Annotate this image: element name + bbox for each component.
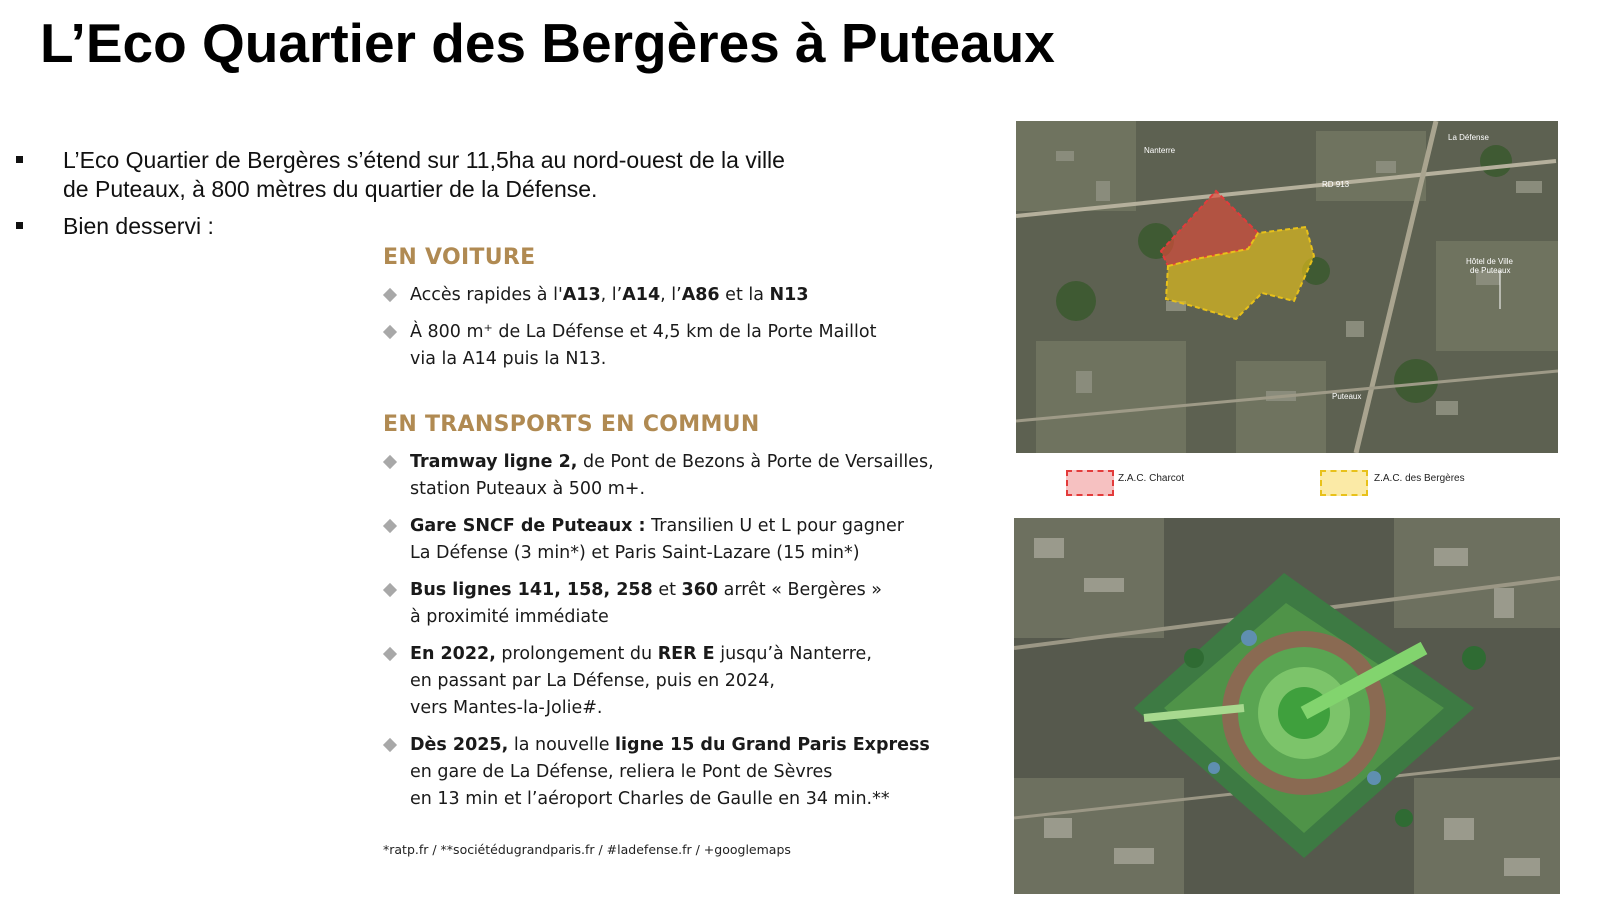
aerial-project-plan — [1014, 518, 1560, 894]
item-text: La Défense (3 min*) et Paris Saint-Lazare (15 min*) — [410, 543, 860, 563]
diamond-bullet-icon — [383, 647, 397, 661]
item-bold-text: Dès 2025, — [410, 735, 509, 755]
list-item — [383, 732, 943, 813]
transit-list — [383, 449, 943, 813]
item-text: vers Mantes-la-Jolie#. — [410, 698, 603, 718]
square-bullet-icon — [16, 156, 23, 163]
car-section-heading: EN VOITURE — [383, 245, 536, 270]
item-bold-text: A13 — [562, 285, 601, 305]
list-item — [383, 513, 943, 567]
item-bold-text: A14 — [622, 285, 661, 305]
bullet-item-access — [16, 212, 896, 241]
map-label-hotel-de-ville: Hôtel de Ville — [1466, 257, 1513, 266]
diamond-bullet-icon — [383, 455, 397, 469]
item-text: et — [652, 580, 682, 600]
map-label-nanterre: Nanterre — [1144, 146, 1176, 155]
item-bold-text: 360 — [681, 580, 719, 600]
page-title: L’Eco Quartier des Bergères à Puteaux — [40, 12, 1055, 74]
diamond-bullet-icon — [383, 583, 397, 597]
car-access-list — [383, 282, 943, 373]
item-text: via la A14 puis la N13. — [410, 349, 607, 369]
legend-label: Z.A.C. des Bergères — [1374, 473, 1465, 484]
legend-swatch-red — [1066, 470, 1114, 496]
item-bold-text: Bus lignes 141, 158, 258 — [410, 580, 653, 600]
item-text: prolongement du — [495, 644, 658, 664]
item-text: en passant par La Défense, puis en 2024, — [410, 671, 775, 691]
list-item — [383, 577, 943, 631]
aerial-map-zac — [1016, 121, 1558, 453]
item-text: jusqu’à Nanterre, — [714, 644, 872, 664]
item-text: et la — [719, 285, 770, 305]
intro-bullets — [16, 146, 896, 249]
item-bold-text: A86 — [681, 285, 720, 305]
diamond-bullet-icon — [383, 325, 397, 339]
item-bold-text: N13 — [769, 285, 809, 305]
list-item — [383, 449, 943, 503]
bullet-text-line2: de Puteaux, à 800 mètres du quartier de la Défense. — [63, 176, 598, 202]
map-label-puteaux: Puteaux — [1332, 392, 1362, 401]
item-text: à proximité immédiate — [410, 607, 609, 627]
item-bold-text: ligne 15 du Grand Paris Express — [615, 735, 930, 755]
item-text: À 800 m⁺ de La Défense et 4,5 km de la Porte Maillot — [410, 322, 877, 342]
item-text: en gare de La Défense, reliera le Pont de Sèvres — [410, 762, 833, 782]
item-text: de Pont de Bezons à Porte de Versailles, — [577, 452, 934, 472]
map-label-hotel-de-ville-2: de Puteaux — [1470, 266, 1511, 275]
list-item — [383, 282, 943, 309]
map-label-la-defense: La Défense — [1448, 133, 1489, 142]
source-note: *ratp.fr / **sociétédugrandparis.fr / #ladefense.fr / +googlemaps — [383, 842, 791, 857]
item-bold-text: Gare SNCF de Puteaux : — [410, 516, 646, 536]
item-bold-text: Tramway ligne 2, — [410, 452, 578, 472]
item-text: , l’ — [660, 285, 682, 305]
item-bold-text: En 2022, — [410, 644, 496, 664]
item-text: Transilien U et L pour gagner — [645, 516, 904, 536]
diamond-bullet-icon — [383, 519, 397, 533]
bullet-text-line1: Bien desservi : — [63, 213, 214, 239]
car-access-section — [383, 245, 943, 383]
transit-section-heading: EN TRANSPORTS EN COMMUN — [383, 412, 760, 437]
item-text: arrêt « Bergères » — [718, 580, 882, 600]
item-text: en 13 min et l’aéroport Charles de Gaulle en 34 min.** — [410, 789, 890, 809]
diamond-bullet-icon — [383, 738, 397, 752]
map-label-rd913: RD 913 — [1322, 180, 1350, 189]
item-text: station Puteaux à 500 m+. — [410, 479, 646, 499]
list-item — [383, 641, 943, 722]
legend-swatch-yellow — [1320, 470, 1368, 496]
item-text: la nouvelle — [508, 735, 616, 755]
list-item — [383, 319, 943, 373]
transit-section — [383, 412, 943, 823]
diamond-bullet-icon — [383, 288, 397, 302]
bullet-text-line1: L’Eco Quartier de Bergères s’étend sur 11,5ha au nord-ouest de la ville — [63, 147, 785, 173]
item-bold-text: RER E — [657, 644, 715, 664]
item-text: , l’ — [600, 285, 623, 305]
square-bullet-icon — [16, 222, 23, 229]
item-text: Accès rapides à l' — [410, 285, 563, 305]
legend-label: Z.A.C. Charcot — [1118, 473, 1185, 484]
bullet-item-location — [16, 146, 896, 204]
